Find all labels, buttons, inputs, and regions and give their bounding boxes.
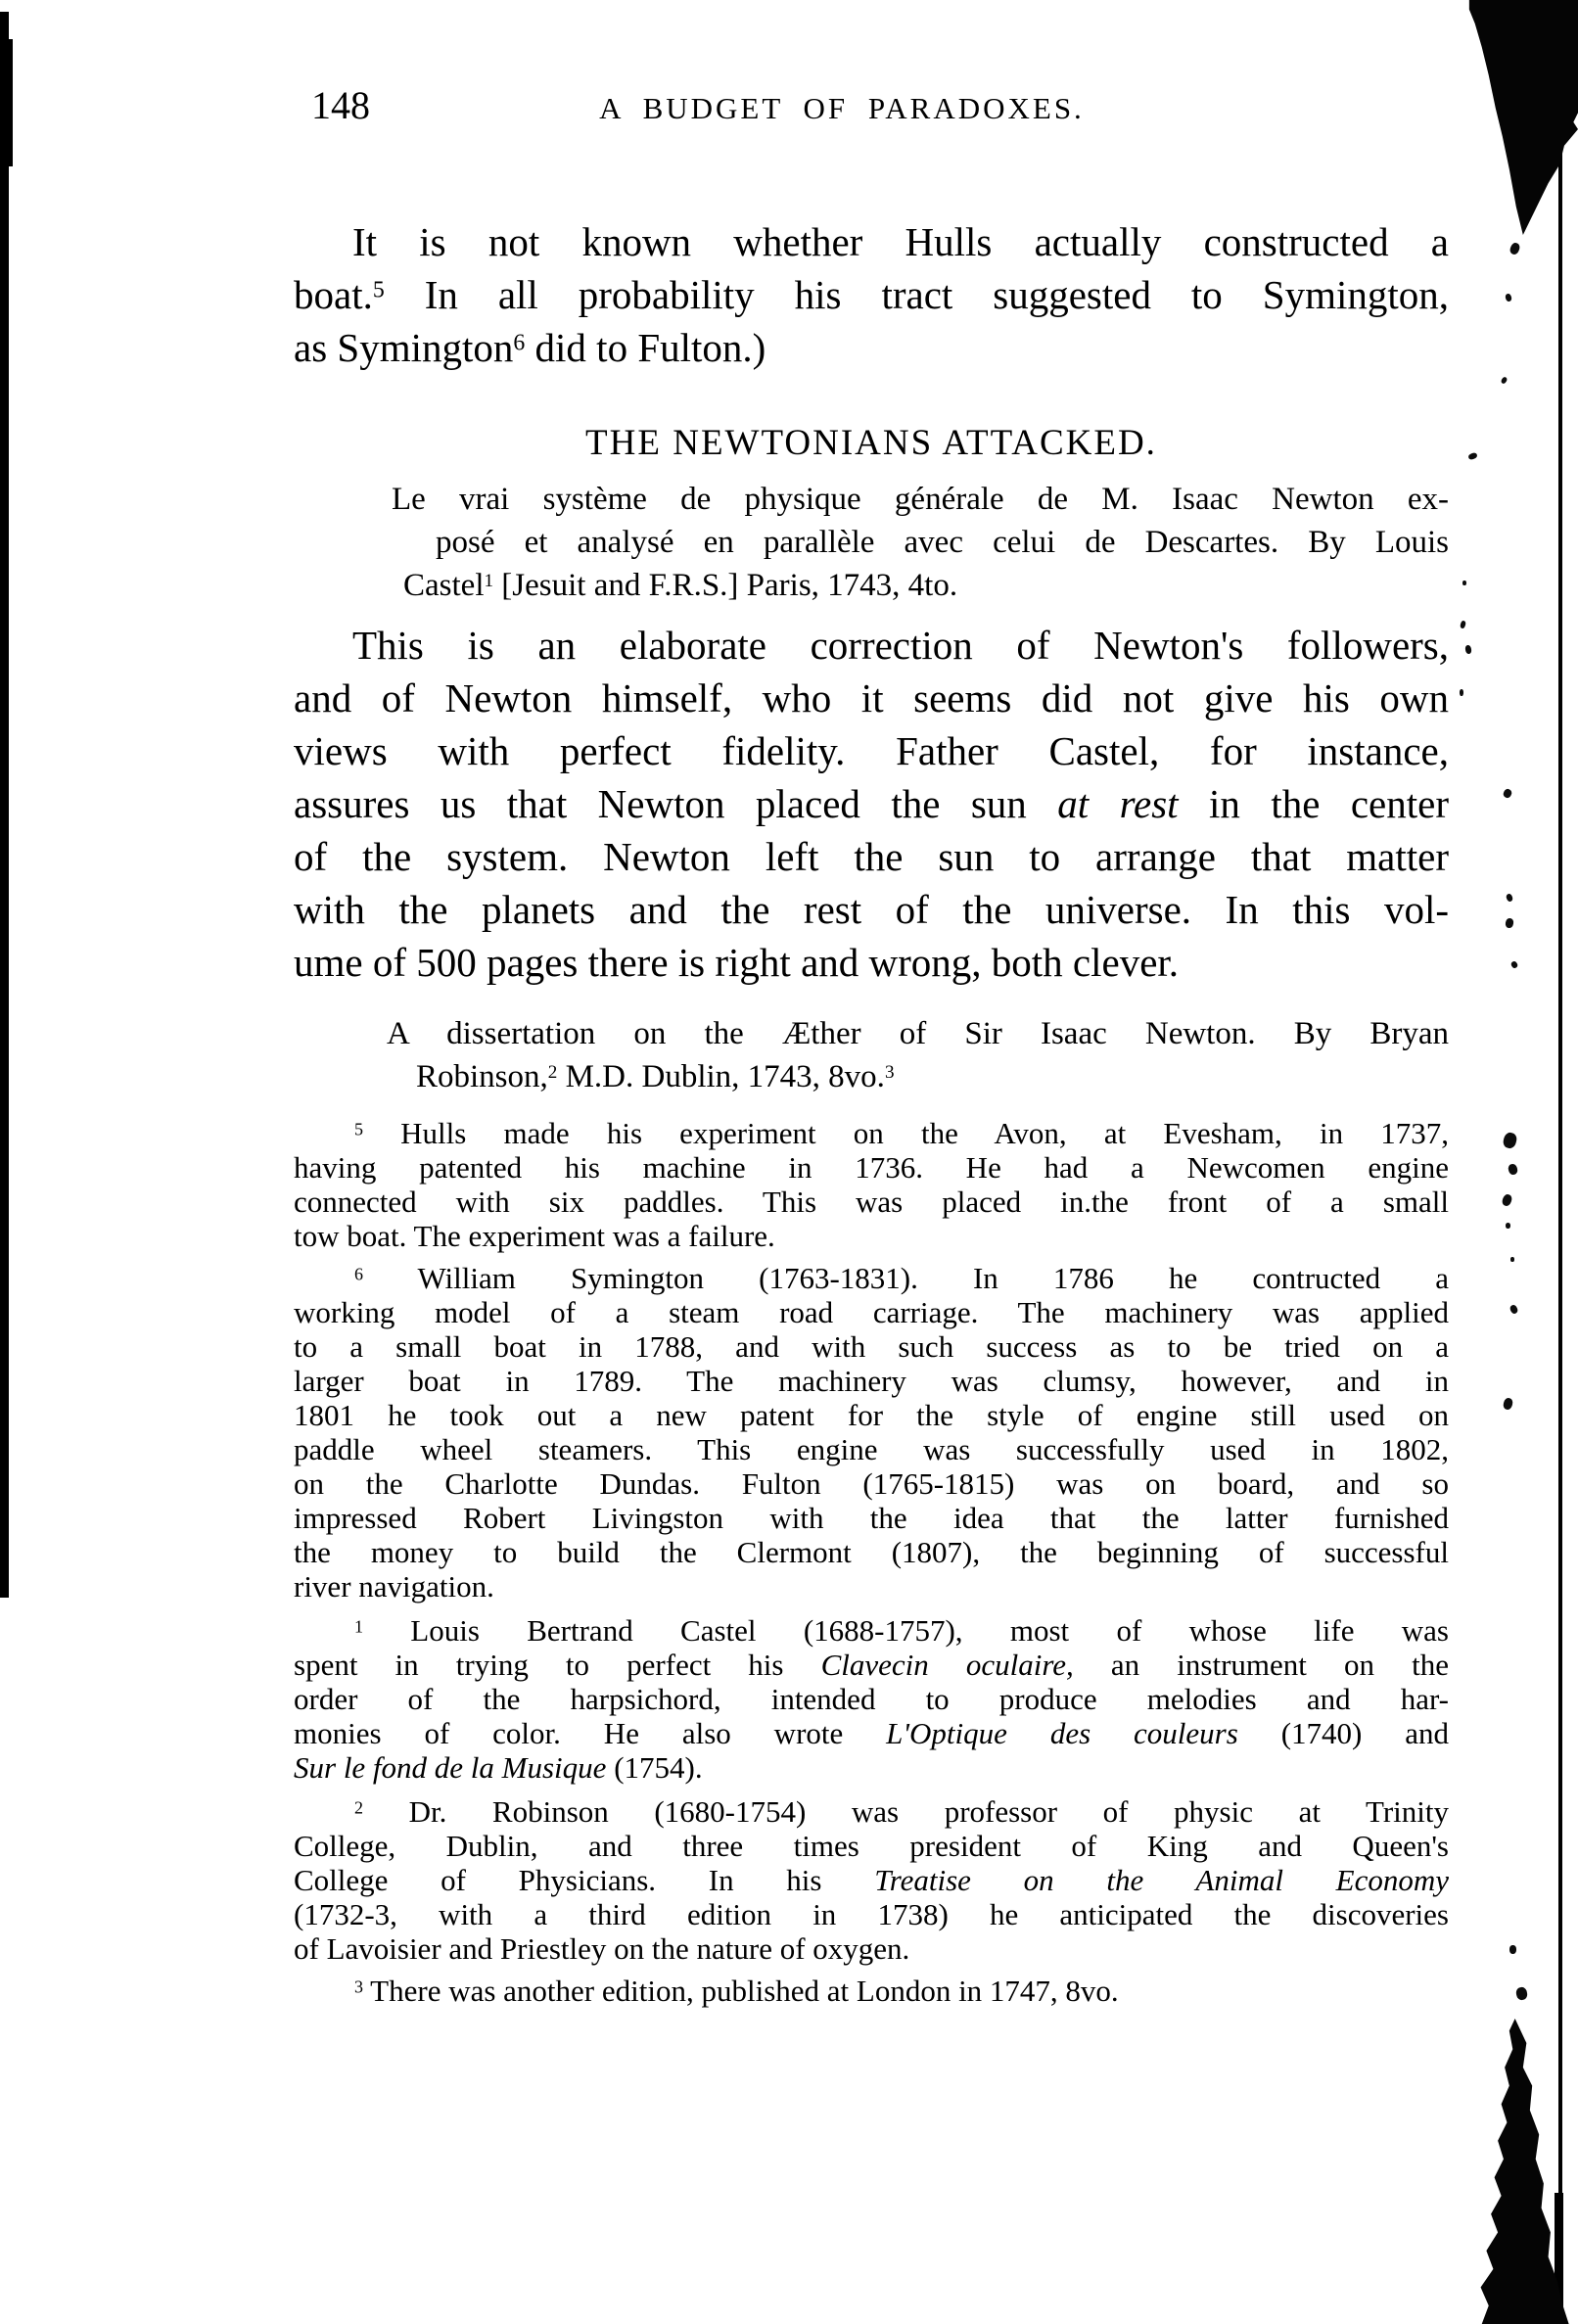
text-line: working model of a steam road carriage. The machinery was applied bbox=[294, 1295, 1449, 1329]
citation-castel bbox=[294, 478, 1449, 607]
ink-speck bbox=[1502, 1132, 1518, 1150]
ink-speck bbox=[1462, 581, 1466, 585]
footnote-2 bbox=[294, 1794, 1449, 1966]
ink-speck bbox=[1510, 960, 1519, 969]
ink-speck bbox=[1467, 452, 1478, 461]
text-line: $^2$ Dr. Robinson (1680-1754) was professor of physic at Trinity bbox=[354, 1794, 1449, 1829]
running-title: A BUDGET OF PARADOXES. bbox=[599, 91, 1085, 125]
ink-speck bbox=[1464, 645, 1471, 655]
text-line: $^5$ Hulls made his experiment on the Avon, at Evesham, in 1737, bbox=[354, 1116, 1449, 1150]
scan-right-edge-line bbox=[1558, 83, 1562, 2324]
text-line: connected with six paddles. This was placed in.the front of a small bbox=[294, 1185, 1449, 1219]
scan-left-edge-line bbox=[0, 12, 9, 1598]
text-line: spent in trying to perfect his Clavecin oculaire, an instrument on the bbox=[294, 1648, 1449, 1682]
ink-speck bbox=[1505, 293, 1512, 302]
ink-speck bbox=[1515, 1986, 1528, 2001]
text-line: $^6$ William Symington (1763-1831). In 1786 he contructed a bbox=[354, 1261, 1449, 1295]
text-line: Robinson,$^2$ M.D. Dublin, 1743, 8vo.$^3$ bbox=[416, 1059, 895, 1094]
text-line: assures us that Newton placed the sun at rest in the center bbox=[294, 781, 1449, 826]
text-line: of Lavoisier and Priestley on the nature of oxygen. bbox=[294, 1931, 910, 1966]
text-line: posé et analysé en parallèle avec celui de Descartes. By Louis bbox=[436, 525, 1449, 560]
text-line: Sur le fond de la Musique (1754). bbox=[294, 1750, 703, 1785]
ink-speck bbox=[1460, 620, 1466, 628]
footnote-6 bbox=[294, 1261, 1449, 1604]
body-paragraph bbox=[294, 619, 1449, 989]
ink-speck bbox=[1506, 1223, 1510, 1229]
text-line: views with perfect fidelity. Father Castel, for instance, bbox=[294, 728, 1449, 773]
ink-speck bbox=[1510, 1257, 1514, 1262]
footnote-5 bbox=[294, 1116, 1449, 1253]
ink-speck bbox=[1502, 788, 1512, 800]
scan-left-edge-line-thick bbox=[0, 39, 13, 166]
text-line: larger boat in 1789. The machinery was clumsy, however, and in bbox=[294, 1364, 1449, 1398]
text-line: College of Physicians. In his Treatise on the Animal Economy bbox=[294, 1863, 1449, 1897]
text-line: Le vrai système de physique générale de M. Isaac Newton ex- bbox=[392, 482, 1449, 517]
text-line: impressed Robert Livingston with the idea that the latter furnished bbox=[294, 1501, 1449, 1535]
opening-paragraph bbox=[294, 215, 1449, 374]
text-line: It is not known whether Hulls actually constructed a bbox=[352, 219, 1449, 264]
text-line: This is an elaborate correction of Newton's followers, bbox=[352, 623, 1449, 668]
ink-speck bbox=[1501, 376, 1508, 385]
text-line: paddle wheel steamers. This engine was successfully used in 1802, bbox=[294, 1432, 1449, 1466]
text-line: river navigation. bbox=[294, 1569, 494, 1604]
text-column bbox=[294, 83, 1449, 2008]
ink-speck bbox=[1503, 1397, 1514, 1411]
text-line: A dissertation on the Æther of Sir Isaac Newton. By Bryan bbox=[387, 1016, 1449, 1051]
text-line: and of Newton himself, who it seems did not give his own bbox=[294, 675, 1449, 720]
ink-speck bbox=[1460, 689, 1463, 696]
text-line: monies of color. He also wrote L'Optique des couleurs (1740) and bbox=[294, 1716, 1449, 1750]
text-line: order of the harpsichord, intended to produce melodies and har- bbox=[294, 1682, 1449, 1716]
text-line: $^3$ There was another edition, published at London in 1747, 8vo. bbox=[354, 1974, 1119, 2008]
ink-speck bbox=[1505, 917, 1514, 928]
text-line: $^1$ Louis Bertrand Castel (1688-1757), most of whose life was bbox=[354, 1613, 1449, 1648]
ink-speck bbox=[1508, 242, 1521, 256]
text-line: on the Charlotte Dundas. Fulton (1765-1815) was on board, and so bbox=[294, 1466, 1449, 1501]
text-line: Castel$^1$ [Jesuit and F.R.S.] Paris, 1743, 4to. bbox=[403, 568, 958, 603]
text-line: with the planets and the rest of the universe. In this vol- bbox=[294, 887, 1449, 932]
text-line: the money to build the Clermont (1807), the beginning of successful bbox=[294, 1535, 1449, 1569]
page-number: 148 bbox=[311, 83, 370, 127]
text-line: tow boat. The experiment was a failure. bbox=[294, 1219, 775, 1253]
ink-speck bbox=[1506, 893, 1513, 903]
text-line: ume of 500 pages there is right and wrong, both clever. bbox=[294, 940, 1180, 985]
page-header bbox=[294, 83, 1449, 128]
text-line: 1801 he took out a new patent for the style of engine still used on bbox=[294, 1398, 1449, 1432]
footnote-1 bbox=[294, 1613, 1449, 1785]
text-line: College, Dublin, and three times president of King and Queen's bbox=[294, 1829, 1449, 1863]
text-line: to a small boat in 1788, and with such success as to be tried on a bbox=[294, 1329, 1449, 1364]
ink-speck bbox=[1509, 1945, 1516, 1954]
section-heading: THE NEWTONIANS ATTACKED. bbox=[585, 423, 1157, 463]
text-line: of the system. Newton left the sun to arrange that matter bbox=[294, 834, 1449, 879]
text-line: having patented his machine in 1736. He had a Newcomen engine bbox=[294, 1150, 1449, 1185]
text-line: boat.$^5$ In all probability his tract suggested to Symington, bbox=[294, 272, 1449, 317]
text-line: as Symington$^6$ did to Fulton.) bbox=[294, 325, 766, 370]
ink-speck bbox=[1501, 1193, 1513, 1207]
ink-speck bbox=[1508, 1304, 1518, 1315]
ink-speck bbox=[1508, 1163, 1519, 1176]
citation-robinson bbox=[294, 1012, 1449, 1098]
text-line: (1732-3, with a third edition in 1738) he anticipated the discoveries bbox=[294, 1897, 1449, 1931]
footnote-3 bbox=[294, 1974, 1449, 2008]
